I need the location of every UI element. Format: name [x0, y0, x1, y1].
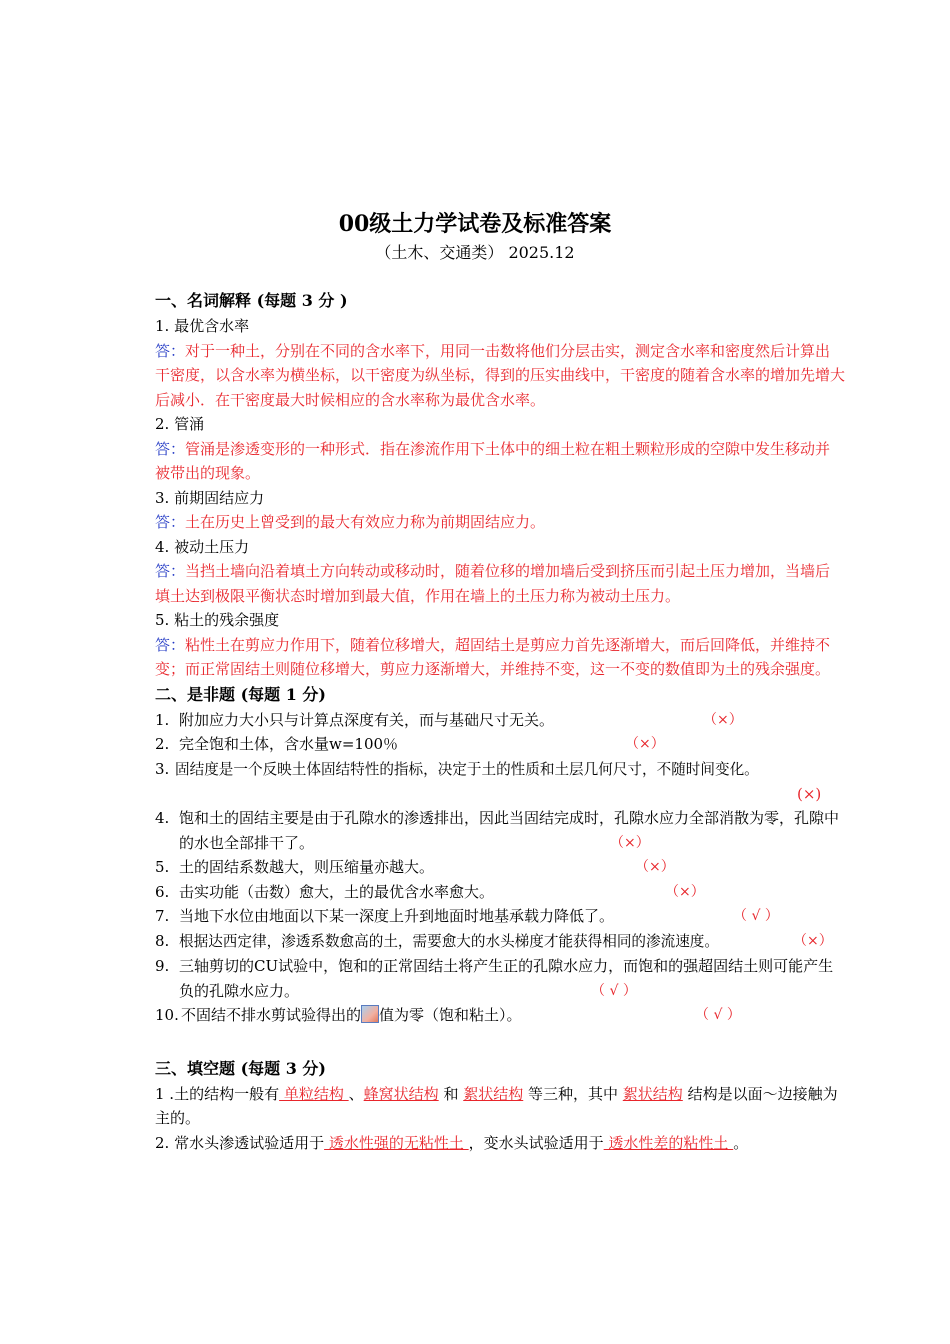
- item-text: 附加应力大小只与计算点深度有关，而与基础尺寸无关。: [179, 710, 555, 729]
- answer-tag: 答：: [155, 562, 186, 580]
- item-text-before: 不固结不排水剪试验得出的: [181, 1006, 362, 1024]
- answer-mark: （×）: [793, 932, 833, 949]
- fill-answer: 蜂窝状结构: [363, 1084, 439, 1103]
- fill-text: 结构是以面～边接触为主的。: [155, 1084, 838, 1127]
- true-false-item: [155, 904, 845, 929]
- question-text: 2. 管涌: [155, 415, 205, 433]
- answer-text: [155, 437, 845, 486]
- question-text: 1. 最优含水率: [155, 317, 250, 335]
- fill-text: 2. 常水头渗透试验适用于: [155, 1133, 325, 1152]
- item-text: 三轴剪切的CU试验中，饱和的正常固结土将产生正的孔隙水应力，而饱和的强超固结土则可能产生负的孔隙水应力。: [179, 957, 834, 1000]
- true-false-item: [155, 732, 845, 757]
- section-heading-true-false: 二、是非题 (每题 1 分): [155, 684, 326, 704]
- item-number: 3.: [155, 759, 170, 778]
- fill-blank-item: [155, 1082, 845, 1131]
- item-number: 7.: [155, 907, 170, 925]
- section-heading-fill-blank: 三、填空题 (每题 3 分): [155, 1058, 326, 1078]
- fill-text: 1 .土的结构一般有: [155, 1084, 280, 1103]
- true-false-item: [155, 757, 845, 807]
- fill-answer: 透水性强的无粘性土: [324, 1133, 469, 1152]
- answer-mark: （ √ ）: [733, 908, 779, 924]
- item-text: 饱和土的固结主要是由于孔隙水的渗透排出，因此当固结完成时，孔隙水应力全部消散为零，孔隙中的水也全部排干了。: [179, 809, 840, 852]
- document-subtitle: （土木、交通类） 2025.12: [375, 243, 575, 262]
- answer-mark: （×）: [703, 711, 743, 728]
- fill-text: 。: [733, 1133, 749, 1152]
- true-false-item: [155, 929, 845, 955]
- item-number: 1.: [155, 710, 170, 729]
- answer-text: [155, 559, 845, 608]
- answer-body: 土在历史上曾受到的最大有效应力称为前期固结应力。: [185, 513, 546, 531]
- item-number: 6.: [155, 882, 170, 901]
- fill-blank-item: [155, 1131, 845, 1156]
- fill-text: 、: [348, 1084, 364, 1103]
- true-false-item: [155, 806, 845, 855]
- true-false-item: [155, 880, 845, 905]
- answer-mark: （ √ ）: [695, 1007, 741, 1023]
- answer-body: 当挡土墙向沿着填土方向转动或移动时，随着位移的增加墙后受到挤压而引起土压力增加，当墙后填土达到极限平衡状态时增加到最大值，作用在墙上的土压力称为被动土压力。: [155, 562, 831, 605]
- question-text: 5. 粘土的残余强度: [155, 611, 280, 629]
- item-text: 固结度是一个反映土体固结特性的指标，决定于土的性质和土层几何尺寸，不随时间变化。: [175, 760, 759, 778]
- fill-answer: 单粒结构: [279, 1084, 349, 1103]
- fill-text: 和: [438, 1084, 464, 1103]
- answer-mark: （×）: [610, 835, 650, 851]
- item-number: 4.: [155, 809, 170, 827]
- answer-text: [155, 633, 845, 682]
- answer-mark: （×）: [635, 859, 675, 875]
- spacer: [155, 1028, 845, 1056]
- answer-tag: 答：: [155, 635, 186, 654]
- item-text: 当地下水位由地面以下某一深度上升到地面时地基承载力降低了。: [179, 907, 615, 925]
- fill-answer: 透水性差的粘性土: [603, 1133, 734, 1152]
- item-number: 9.: [155, 957, 170, 975]
- item-text: 土的固结系数越大，则压缩量亦越大。: [179, 858, 435, 876]
- answer-body: 管涌是渗透变形的一种形式．指在渗流作用下土体中的细土粒在粗土颗粒形成的空隙中发生移动并被带出的现象。: [155, 439, 831, 482]
- true-false-item: [155, 855, 845, 880]
- answer-mark: (×): [797, 784, 822, 803]
- fill-text: ，变水头试验适用于: [468, 1133, 604, 1152]
- item-text-after: 值为零（饱和粘土）。: [379, 1006, 522, 1024]
- section-heading-definitions: 一、名词解释 (每题 3 分 ): [155, 291, 348, 310]
- item-number: 10.: [155, 1006, 179, 1024]
- item-number: 8.: [155, 931, 170, 950]
- true-false-item: [155, 1003, 845, 1028]
- question-text: 3. 前期固结应力: [155, 488, 265, 507]
- answer-text: [155, 339, 845, 413]
- answer-text: [155, 510, 845, 535]
- question-text: 4. 被动土压力: [155, 537, 250, 556]
- item-text: 完全饱和土体，含水量w=100％: [179, 735, 399, 753]
- fill-text: 等三种，其中: [523, 1084, 623, 1103]
- formula-image-icon: [361, 1005, 379, 1023]
- answer-body: 粘性土在剪应力作用下，随着位移增大，超固结土是剪应力首先逐渐增大，而后回降低，并维持不变；而正常固结土则随位移增大，剪应力逐渐增大，并维持不变，这一不变的数值即为土的残余强度。: [155, 635, 831, 678]
- document-body: [155, 288, 845, 1155]
- item-number: 2.: [155, 735, 170, 753]
- answer-body: 对于一种土，分别在不同的含水率下，用同一击数将他们分层击实，测定含水率和密度然后计算出干密度，以含水率为横坐标，以干密度为纵坐标，得到的压实曲线中，干密度的随着含水率的增加先增大后减小．在干密度最大时候相应的含水率称为最优含水率。: [155, 341, 846, 409]
- item-text: 根据达西定律，渗透系数愈高的土，需要愈大的水头梯度才能获得相同的渗流速度。: [179, 932, 719, 950]
- true-false-item: [155, 954, 845, 1003]
- fill-answer: 絮状结构: [463, 1084, 524, 1103]
- answer-tag: 答：: [155, 341, 186, 360]
- true-false-item: [155, 708, 845, 733]
- item-text: 击实功能（击数）愈大，土的最优含水率愈大。: [179, 882, 495, 901]
- fill-answer: 絮状结构: [622, 1084, 683, 1103]
- answer-mark: （×）: [625, 736, 665, 752]
- document-title: 00级土力学试卷及标准答案: [338, 211, 612, 237]
- answer-mark: （×）: [665, 883, 705, 900]
- answer-tag: 答：: [155, 513, 186, 531]
- item-number: 5.: [155, 858, 170, 876]
- answer-tag: 答：: [155, 439, 186, 458]
- answer-mark: （ √ ）: [591, 983, 637, 999]
